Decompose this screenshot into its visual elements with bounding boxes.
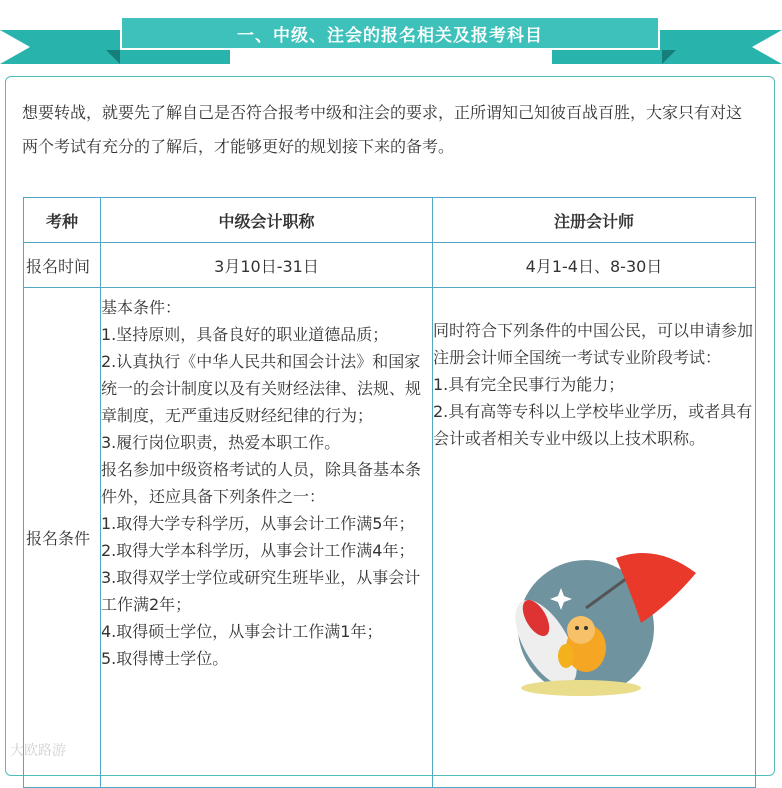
header-cell-cpa: 注册会计师	[433, 198, 756, 243]
comparison-table	[23, 197, 756, 788]
table-header-row	[24, 198, 756, 243]
cpa-cond-line: 2.具有高等专科以上学校毕业学历，或者具有会计或者相关专业中级以上技术职称。	[433, 402, 753, 448]
mid-cond-line: 5.取得博士学位。	[101, 649, 229, 668]
mid-conditions	[101, 288, 433, 788]
row-label-time: 报名时间	[24, 243, 101, 288]
header-cell-mid: 中级会计职称	[101, 198, 433, 243]
mid-cond-line: 1.取得大学专科学历，从事会计工作满5年；	[101, 514, 415, 533]
intro-paragraph: 想要转战，就要先了解自己是否符合报考中级和注会的要求，正所谓知己知彼百战百胜，大家只有对这两个考试有充分的了解后，才能够更好的规划接下来的备考。	[22, 103, 743, 156]
table-row-conditions	[24, 288, 756, 788]
mid-cond-line: 4.取得硕士学位，从事会计工作满1年；	[101, 622, 383, 641]
row-label-conditions: 报名条件	[24, 288, 101, 788]
mid-cond-line: 1.坚持原则，具备良好的职业道德品质；	[101, 325, 389, 344]
mid-cond-line: 报名参加中级资格考试的人员，除具备基本条件外，还应具备下列条件之一：	[101, 460, 422, 506]
mid-cond-line: 3.履行岗位职责，热爱本职工作。	[101, 433, 341, 452]
cpa-cond-line: 1.具有完全民事行为能力；	[433, 375, 625, 394]
rocket-mascot-illustration	[491, 548, 701, 698]
cpa-conditions	[433, 288, 756, 788]
cpa-cond-line: 同时符合下列条件的中国公民，可以申请参加注册会计师全国统一考试专业阶段考试：	[433, 321, 754, 367]
header-cell-type: 考种	[24, 198, 101, 243]
watermark-text: 大欧路游	[10, 743, 66, 759]
mid-cond-line: 2.取得大学本科学历，从事会计工作满4年；	[101, 541, 415, 560]
mid-time: 3月10日-31日	[101, 243, 433, 288]
mid-cond-line: 2.认真执行《中华人民共和国会计法》和国家统一的会计制度以及有关财经法律、法规、规章制度，无严重违反财经纪律的行为；	[101, 352, 422, 425]
mid-cond-line: 基本条件：	[101, 298, 182, 317]
section-title: 一、中级、注会的报名相关及报考科目	[120, 16, 660, 50]
mid-cond-line: 3.取得双学士学位或研究生班毕业，从事会计工作满2年；	[101, 568, 421, 614]
cpa-time: 4月1-4日、8-30日	[433, 243, 756, 288]
table-row-time	[24, 243, 756, 288]
